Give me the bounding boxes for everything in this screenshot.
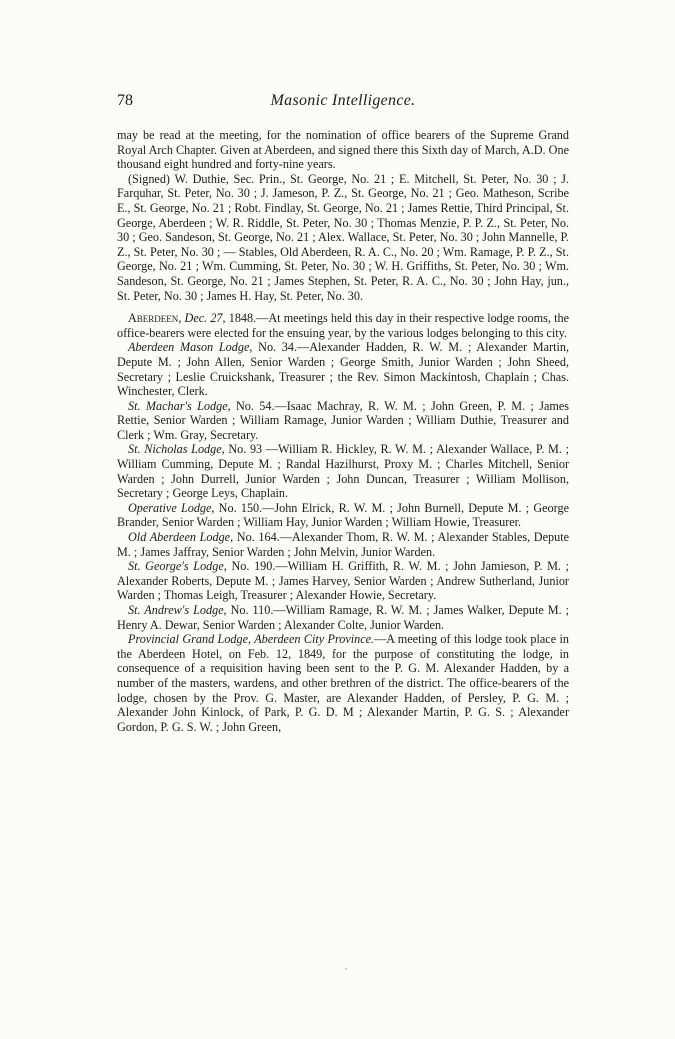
paragraph-text: No. 93 —William R. Hickley, R. W. M. ; Alexander Wallace, P. M. ; William Cumming, Depute M. ; Randal Hazilhurst, Proxy M. ; Charles Mitchell, Senior Warden ; John Durrell, Junior Warden ; John Duncan, Treasurer ; William Mollison, Secretary ; George Leys, Chaplain.: [117, 442, 569, 501]
paragraph-lead-italic: , Dec. 27,: [178, 311, 226, 326]
paragraph-lead-italic: Old Aberdeen Lodge,: [128, 530, 234, 545]
running-title: Masonic Intelligence.: [270, 92, 416, 109]
paragraph-lead-italic: Aberdeen Mason Lodge,: [128, 340, 253, 355]
paragraph-text: No. 190.—William H. Griffith, R. W. M. ; John Jamieson, P. M. ; Alexander Roberts, Depute M. ; James Harvey, Senior Warden ; Andrew Sutherland, Junior Warden ; Thomas Leigh, Treasurer ; Alexander Howie, Secretary.: [117, 559, 569, 603]
printer-mark: [345, 968, 347, 970]
paragraph: [117, 399, 569, 443]
paragraph: [117, 501, 569, 530]
paragraph-lead-smallcaps: Aberdeen: [128, 311, 179, 326]
paragraph-text: 1848.—At meetings held this day in their respective lodge rooms, the office-bearers were elected for the ensuing year, by the various lodges belonging to this city.: [117, 311, 569, 340]
paragraph: [117, 559, 569, 603]
page-header: [117, 92, 569, 116]
paragraph-text: No. 150.—John Elrick, R. W. M. ; John Burnell, Depute M. ; George Brander, Senior Warden ; William Hay, Junior Warden ; William Howie, Treasurer.: [117, 500, 569, 530]
page-number: 78: [117, 92, 133, 109]
paragraph: [117, 632, 569, 734]
body-text: [117, 128, 569, 734]
paragraph-lead-italic: St. George's Lodge,: [128, 559, 227, 574]
paragraph-text: No. 110.—William Ramage, R. W. M. ; James Walker, Depute M. ; Henry A. Dewar, Senior Warden ; Alexander Colte, Junior Warden.: [117, 603, 569, 632]
paragraph: [117, 603, 569, 632]
paragraph: [117, 172, 569, 303]
paragraph: [117, 311, 569, 340]
paragraph-text: (Signed) W. Duthie, Sec. Prin., St. George, No. 21 ; E. Mitchell, St. Peter, No. 30 ; J. Farquhar, St. Peter, No. 30 ; J. Jameson, P. Z., St. George, No. 21 ; Geo. Matheson, Scribe E., St. George, No. 21 ; Robt. Findlay, St. George, No. 21 ; James Rettie, Third Principal, St. George, Aberdeen ; W. R. Riddle, St. Peter, No. 30 ; Thomas Menzie, P. P. Z., St. Peter, No. 30 ; Geo. Sandeson, St. George, No. 21 ; Alex. Wallace, St. Peter, No. 30 ; John Mannelle, P. Z., St. Peter, No. 30 ; — Stables, Old Aberdeen, R. A. C., No. 20 ; Wm. Ramage, P. P. Z., St. George, No. 21 ; Wm. Cumming, St. Peter, No. 30 ; W. H. Griffiths, St. Peter, No. 30 ; Wm. Sandeson, St. George, No. 21 ; James Stephen, St. Peter, R. A. C., No. 30 ; John Hay, jun., St. Peter, No. 30 ; James H. Hay, St. Peter, No. 30.: [117, 171, 569, 303]
paragraph-lead-italic: Provincial Grand Lodge, Aberdeen City Province.: [128, 632, 375, 647]
paragraph-text: No. 54.—Isaac Machray, R. W. M. ; John Green, P. M. ; James Rettie, Senior Warden ; William Ramage, Junior Warden ; William Duthie, Treasurer and Clerk ; Wm. Gray, Secretary.: [117, 398, 570, 442]
paragraph-text: No. 164.—Alexander Thom, R. W. M. ; Alexander Stables, Depute M. ; James Jaffray, Senior Warden ; John Melvin, Junior Warden.: [117, 530, 569, 559]
paragraph-text: —A meeting of this lodge took place in the Aberdeen Hotel, on Feb. 12, 1849, for the purpose of constituting the lodge, in consequence of a requisition having been sent to the P. G. M. Alexander Hadden, by a number of the masters, wardens, and other brethren of the district. The office-bearers of the lodge, chosen by the Prov. G. Master, are Alexander Hadden, of Persley, P. G. M. ; Alexander John Kinlock, of Park, P. G. D. M ; Alexander Martin, P. G. S. ; Alexander Gordon, P. G. S. W. ; John Green,: [117, 632, 569, 734]
paragraph: [117, 530, 569, 559]
paragraph: [117, 340, 569, 398]
paragraph: [117, 442, 569, 500]
paragraph-lead-italic: Operative Lodge,: [128, 500, 215, 515]
paragraph-text: No. 34.—Alexander Hadden, R. W. M. ; Alexander Martin, Depute M. ; John Allen, Senior Warden ; George Smith, Junior Warden ; John Sheed, Secretary ; Leslie Cruickshank, Treasurer ; the Rev. Simon Mackintosh, Chaplain ; Chas. Winchester, Clerk.: [117, 340, 569, 399]
paragraph-lead-italic: St. Nicholas Lodge,: [128, 442, 225, 457]
paragraph: [117, 128, 569, 172]
paragraph-lead-italic: St. Andrew's Lodge,: [128, 603, 227, 617]
paragraph-text: may be read at the meeting, for the nomination of office bearers of the Supreme Grand Royal Arch Chapter. Given at Aberdeen, and signed there this Sixth day of March, A.D. One thousand eight hundred and forty-nine years.: [117, 128, 569, 172]
paragraph-lead-italic: St. Machar's Lodge,: [128, 398, 231, 413]
